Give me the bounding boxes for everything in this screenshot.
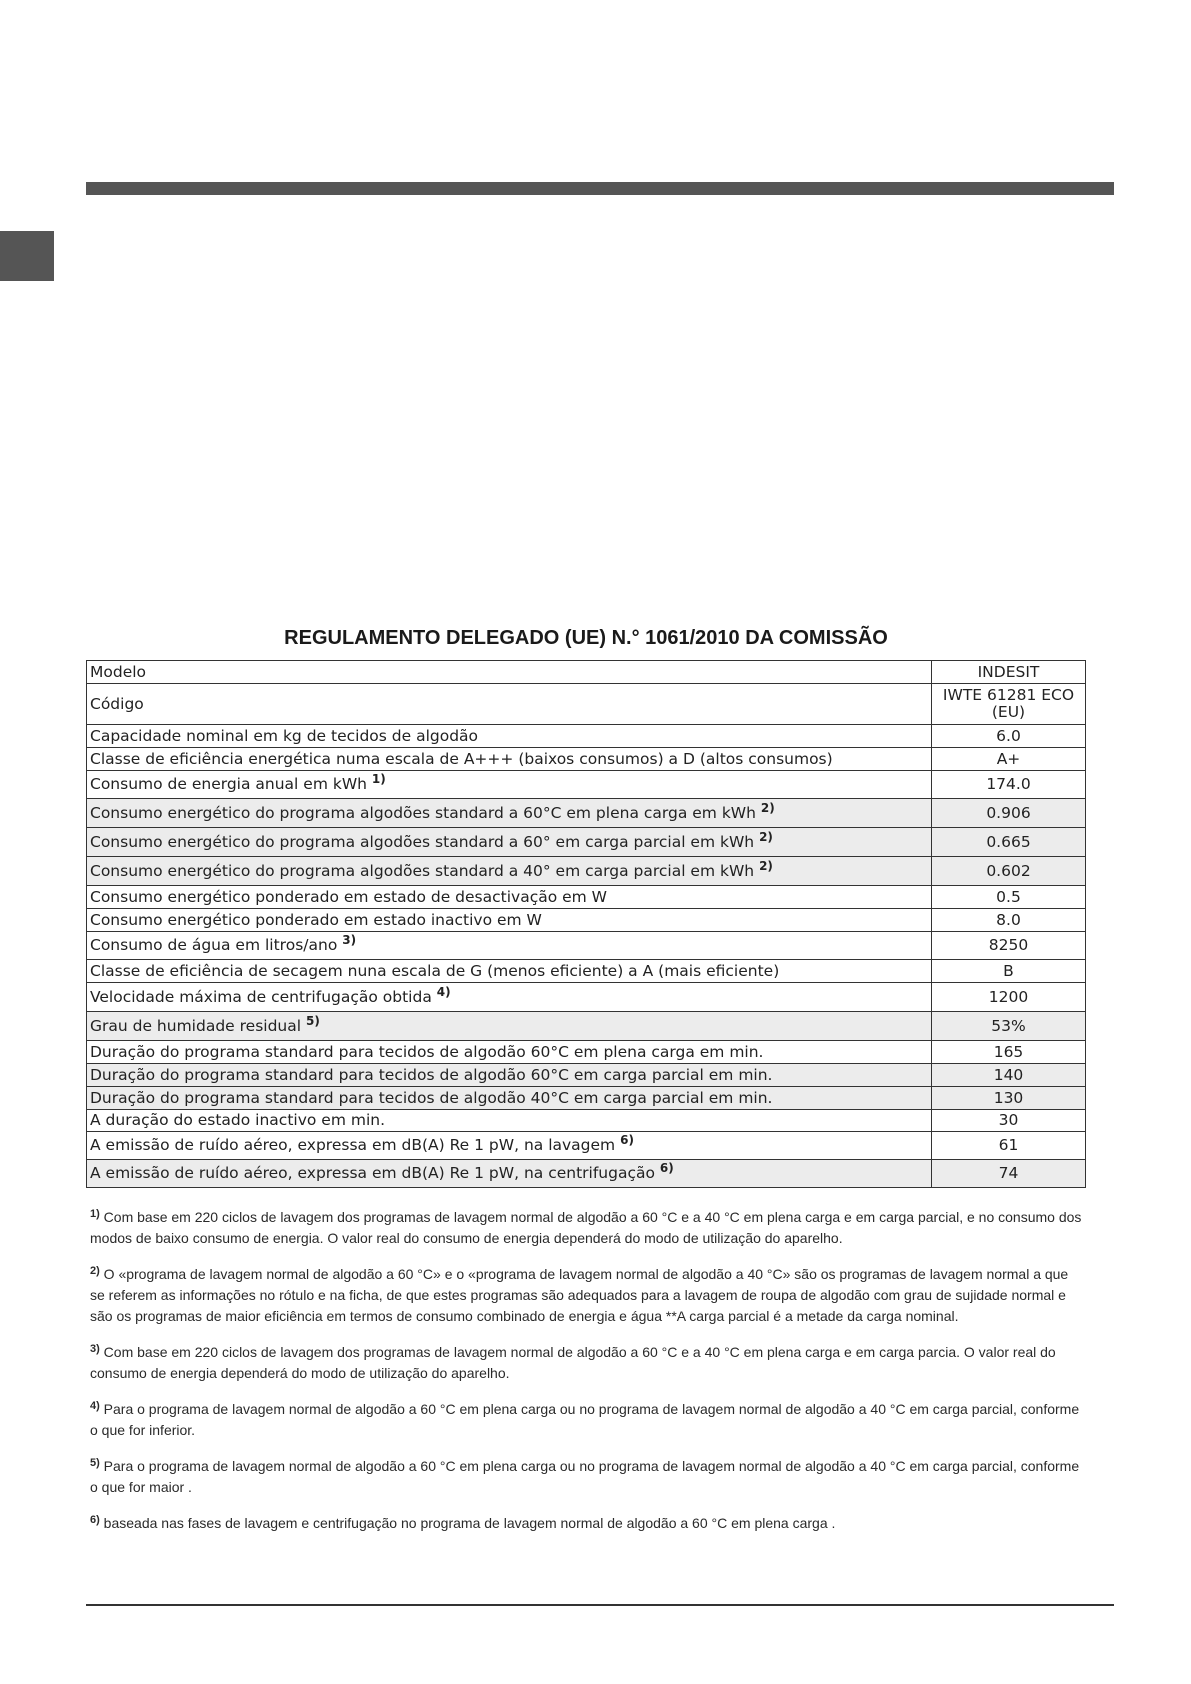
table-row [87,1041,1086,1064]
footnote-ref: 5) [305,1013,320,1028]
row-label: Código [87,684,932,725]
row-label: Consumo energético ponderado em estado inactivo em W [87,909,932,932]
row-label: Consumo energético do programa algodões standard a 60°C em plena carga em kWh $^{2)}$ [87,799,932,828]
row-value: IWTE 61281 ECO (EU) [932,684,1086,725]
row-label: Classe de eficiência energética numa escala de A+++ (baixos consumos) a D (altos consumos) [87,748,932,771]
table-row [87,983,1086,1012]
footnote-ref: 3) [342,933,357,947]
footnote-text: Para o programa de lavagem normal de algodão a 60 °C em plena carga ou no programa de lavagem normal de algodão a 40 °C em carga parcial, conforme o que for maior . [90,1458,1080,1495]
footnote-mark: 2) [90,1265,100,1277]
table-row [87,886,1086,909]
table-row [87,1012,1086,1041]
row-value: 165 [932,1041,1086,1064]
footnote [90,1342,1085,1384]
row-label: A emissão de ruído aéreo, expressa em dB(A) Re 1 pW, na lavagem $^{6)}$ [87,1132,932,1160]
table-row [87,932,1086,960]
row-value: 8250 [932,932,1086,960]
table-row [87,661,1086,684]
footnote-mark: 1) [90,1208,100,1220]
page-title: REGULAMENTO DELEGADO (UE) N.° 1061/2010 DA COMISSÃO [284,627,888,649]
row-label: Consumo de energia anual em kWh $^{1)}$ [87,771,932,799]
row-value: A+ [932,748,1086,771]
table-row [87,1110,1086,1132]
row-label: Consumo de água em litros/ano $^{3)}$ [87,932,932,960]
row-label: Consumo energético ponderado em estado de desactivação em W [87,886,932,909]
footer-rule [86,1604,1114,1606]
footnote-ref: 4) [436,984,451,999]
table-row [87,857,1086,886]
header-bar [86,182,1114,195]
row-value: 30 [932,1110,1086,1132]
footnote-mark: 3) [90,1343,100,1355]
row-label: Duração do programa standard para tecidos de algodão 40°C em carga parcial em min. [87,1087,932,1110]
row-value: 0.5 [932,886,1086,909]
footnote-text: Com base em 220 ciclos de lavagem dos programas de lavagem normal de algodão a 60 °C e a 40 °C em plena carga e em carga parcial, e no consumo dos modos de baixo consumo de energia. O valor real do consumo de energia dependerá do modo de utilização do aparelho. [90,1209,1082,1246]
table-row [87,725,1086,748]
row-label: A emissão de ruído aéreo, expressa em dB(A) Re 1 pW, na centrifugação $^{6)}$ [87,1160,932,1188]
footnote [90,1264,1085,1327]
specification-table [86,660,1086,1188]
row-value: 53% [932,1012,1086,1041]
footnote [90,1399,1085,1441]
row-label: Capacidade nominal em kg de tecidos de algodão [87,725,932,748]
table-row [87,1064,1086,1087]
row-label: Grau de humidade residual $^{5)}$ [87,1012,932,1041]
footnotes [90,1207,1085,1549]
footnote-text: Com base em 220 ciclos de lavagem dos programas de lavagem normal de algodão a 60 °C e a 40 °C em plena carga e em carga parcia. O valor real do consumo de energia dependerá do modo de utilização do aparelho. [90,1344,1056,1381]
row-label: Classe de eficiência de secagem nuna escala de G (menos eficiente) a A (mais eficiente) [87,960,932,983]
footnote [90,1456,1085,1498]
table-row [87,771,1086,799]
footnote-ref: 2) [759,858,773,873]
row-value: 0.906 [932,799,1086,828]
footnote-mark: 5) [90,1457,100,1469]
row-label: Duração do programa standard para tecidos de algodão 60°C em carga parcial em min. [87,1064,932,1087]
footnote-ref: 6) [659,1161,674,1175]
footnote-ref: 2) [759,829,773,844]
row-value: 0.665 [932,828,1086,857]
footnote-text: baseada nas fases de lavagem e centrifugação no programa de lavagem normal de algodão a 60 °C em plena carga . [103,1515,836,1531]
row-value: 8.0 [932,909,1086,932]
table-row [87,684,1086,725]
table-row [87,1160,1086,1188]
table-row [87,1087,1086,1110]
row-value: 61 [932,1132,1086,1160]
row-value: 140 [932,1064,1086,1087]
row-value: 6.0 [932,725,1086,748]
row-value: 74 [932,1160,1086,1188]
row-value: 0.602 [932,857,1086,886]
row-label: Duração do programa standard para tecidos de algodão 60°C em plena carga em min. [87,1041,932,1064]
footnote-mark: 6) [90,1514,100,1526]
row-value: B [932,960,1086,983]
table-row [87,1132,1086,1160]
row-label: Velocidade máxima de centrifugação obtida $^{4)}$ [87,983,932,1012]
row-label: Modelo [87,661,932,684]
row-label: Consumo energético do programa algodões standard a 60° em carga parcial em kWh $^{2)}$ [87,828,932,857]
footnote-ref: 2) [760,800,775,815]
footnote [90,1207,1085,1249]
table-row [87,960,1086,983]
table-row [87,909,1086,932]
footnote-ref: 6) [620,1133,634,1147]
footnote-text: Para o programa de lavagem normal de algodão a 60 °C em plena carga ou no programa de lavagem normal de algodão a 40 °C em carga parcial, conforme o que for inferior. [90,1401,1080,1438]
row-value: 1200 [932,983,1086,1012]
row-value: 130 [932,1087,1086,1110]
row-value: 174.0 [932,771,1086,799]
table-row [87,748,1086,771]
footnote-text: O «programa de lavagem normal de algodão a 60 °C» e o «programa de lavagem normal de algodão a 40 °C» são os programas de lavagem normal a que se referem as informações no rótulo e na ficha, de que estes programas são adequados para a lavagem de roupa de algodão com grau de sujidade normal e são os programas de maior eficiência em termos de consumo combinado de energia e água **A carga parcial é a metade da carga nominal. [90,1266,1069,1324]
footnote-mark: 4) [90,1400,100,1412]
row-label: A duração do estado inactivo em min. [87,1110,932,1132]
footnote-ref: 1) [371,772,386,786]
footnote [90,1513,1085,1534]
row-label: Consumo energético do programa algodões standard a 40° em carga parcial em kWh $^{2)}$ [87,857,932,886]
row-value: INDESIT [932,661,1086,684]
table-row [87,828,1086,857]
table-row [87,799,1086,828]
language-tab-marker [0,231,54,281]
